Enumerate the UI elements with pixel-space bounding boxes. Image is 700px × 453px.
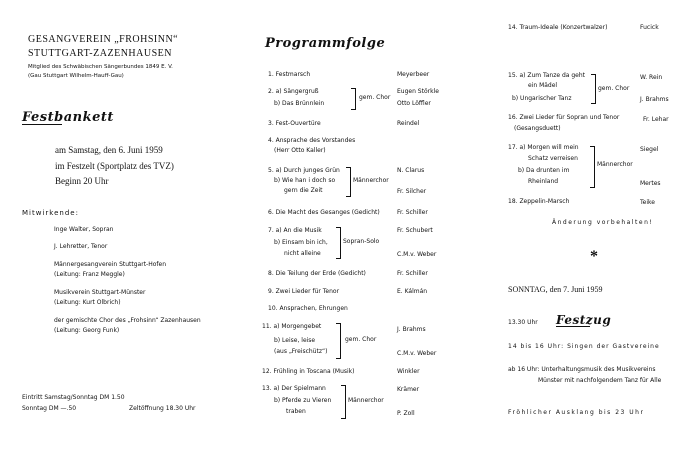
group-label: Männerchor — [597, 161, 633, 168]
program-item: 16. Zwei Lieder für Sopran und Tenor — [508, 114, 620, 121]
performer: Musikverein Stuttgart-Münster — [54, 289, 146, 296]
performer: der gemischte Chor des „Frohsinn“ Zazenhausen — [54, 317, 201, 324]
program-item: b) Da drunten im — [518, 167, 570, 174]
composer: Krämer — [397, 386, 420, 393]
program-heading: Programmfolge — [265, 36, 386, 51]
performer: J. Lehretter, Tenor — [54, 243, 108, 250]
program-item: b) Das Brünnlein — [274, 100, 325, 107]
star-separator: * — [590, 248, 598, 265]
composer: Eugen Störkle — [397, 88, 439, 95]
composer: Winkler — [397, 368, 420, 375]
club-title: GESANGVEREIN „FROHSINN“ — [28, 34, 179, 45]
festzug-heading: Festzug — [556, 313, 612, 327]
parade-time: 13.30 Uhr — [508, 319, 538, 326]
performer: (Leitung: Kurt Olbrich) — [54, 299, 121, 306]
composer: Otto Löffler — [397, 100, 431, 107]
composer: Fr. Lehar — [643, 116, 669, 123]
composer: Teike — [640, 199, 655, 206]
program-item: 13. a) Der Spielmann — [262, 385, 326, 392]
program-item: b) Leise, leise — [274, 337, 316, 344]
program-item: 5. a) Durch junges Grün — [268, 167, 340, 174]
group-brace — [591, 74, 596, 104]
program-item: 9. Zwei Lieder für Tenor — [268, 288, 340, 295]
group-label: Sopran-Solo — [343, 238, 380, 245]
performer: Inge Walter, Sopran — [54, 226, 114, 233]
sunday-date: SONNTAG, den 7. Juni 1959 — [508, 285, 603, 294]
composer: Siegel — [640, 146, 659, 153]
group-brace — [336, 323, 341, 359]
music-line-2: Münster mit nachfolgendem Tanz für Alle — [538, 377, 662, 384]
program-item: b) Einsam bin ich, — [274, 239, 328, 246]
program-item: nicht alleine — [284, 250, 321, 257]
program-item: Rheinland — [528, 178, 559, 185]
program-item: 2. a) Sängergruß — [268, 88, 319, 95]
program-item: 4. Ansprache des Vorstandes — [268, 137, 356, 144]
program-item: 7. a) An die Musik — [268, 227, 322, 234]
program-item: 14. Traum-Ideale (Konzertwalzer) — [508, 24, 608, 31]
group-brace — [346, 167, 351, 197]
composer: Fr. Silcher — [397, 188, 427, 195]
program-item: (Gesangsduett) — [514, 125, 561, 132]
festbankett-heading: Festbankett — [22, 110, 114, 125]
program-item: b) Pferde zu Vieren — [274, 397, 332, 404]
program-item: 12. Frühling in Toscana (Musik) — [262, 368, 355, 375]
group-brace — [336, 227, 341, 259]
group-brace — [351, 88, 356, 110]
change-note: Änderung vorbehalten! — [552, 219, 654, 226]
membership-line: Mitglied des Schwäbischen Sängerbundes 1849 E. V. — [28, 64, 173, 70]
program-item: 6. Die Macht des Gesanges (Gedicht) — [268, 209, 380, 216]
program-item: 10. Ansprachen, Ehrungen — [268, 305, 348, 312]
program-item: 18. Zeppelin-Marsch — [508, 198, 570, 205]
composer: Fr. Schiller — [397, 270, 428, 277]
group-label: Männerchor — [348, 397, 384, 404]
program-item: 1. Festmarsch — [268, 71, 311, 78]
program-item: (Herr Otto Kaller) — [274, 147, 326, 154]
performer: (Leitung: Franz Meggle) — [54, 271, 125, 278]
program-item: 3. Fest-Ouvertüre — [268, 120, 321, 127]
group-brace — [341, 385, 346, 419]
program-item: 8. Die Teilung der Erde (Gedicht) — [268, 270, 366, 277]
closing-line: Fröhlicher Ausklang bis 23 Uhr — [508, 409, 645, 416]
composer: W. Rein — [640, 74, 663, 81]
program-item: 15. a) Zum Tanze da geht — [508, 72, 585, 79]
program-item: 11. a) Morgengebet — [262, 323, 322, 330]
group-label: gem. Chor — [598, 85, 630, 92]
banquet-begin: Beginn 20 Uhr — [55, 176, 109, 186]
music-line: ab 16 Uhr: Unterhaltungsmusik des Musikvereins — [508, 366, 656, 373]
program-item: b) Ungarischer Tanz — [512, 95, 572, 102]
group-label: Männerchor — [353, 177, 389, 184]
composer: Fucick — [640, 24, 659, 31]
program-item: b) Wie han i doch so — [274, 177, 336, 184]
program-item: gern die Zeit — [284, 187, 323, 194]
composer: C.M.v. Weber — [397, 350, 437, 357]
composer: Fr. Schubert — [397, 227, 433, 234]
composer: Mertes — [640, 180, 661, 187]
guest-choirs-line: 14 bis 16 Uhr: Singen der Gastvereine — [508, 343, 660, 350]
performer: Männergesangverein Stuttgart-Hofen — [54, 261, 166, 268]
banquet-date: am Samstag, den 6. Juni 1959 — [55, 145, 163, 155]
program-item: ein Mädel — [528, 82, 558, 89]
composer: P. Zoll — [397, 410, 415, 417]
composer: J. Brahms — [397, 326, 426, 333]
composer: N. Clarus — [397, 167, 425, 174]
program-item: 17. a) Morgen will mein — [508, 144, 579, 151]
composer: Meyerbeer — [397, 71, 430, 78]
program-item: traben — [286, 408, 306, 415]
composer: E. Kálmán — [397, 288, 428, 295]
banquet-place: im Festzelt (Sportplatz des TVZ) — [55, 161, 174, 171]
sunday-price: Sonntag DM —.50 — [22, 405, 77, 412]
heading-underline — [22, 124, 62, 125]
program-item: (aus „Freischütz“) — [274, 348, 328, 355]
composer: Reindel — [397, 120, 420, 127]
composer: Fr. Schiller — [397, 209, 428, 216]
club-place: STUTTGART-ZAZENHAUSEN — [28, 48, 172, 59]
composer: C.M.v. Weber — [397, 251, 437, 258]
program-item: Schatz verreisen — [528, 155, 578, 162]
festzug-underline — [556, 326, 590, 327]
mitwirkende-label: Mitwirkende: — [22, 209, 79, 217]
composer: J. Brahms — [640, 96, 669, 103]
group-label: gem. Chor — [359, 94, 391, 101]
entry-price: Eintritt Samstag/Sonntag DM 1.50 — [22, 394, 125, 401]
group-label: gem. Chor — [345, 336, 377, 343]
performer: (Leitung: Georg Funk) — [54, 327, 120, 334]
membership-gau: (Gau Stuttgart Wilhelm-Hauff-Gau) — [28, 73, 124, 79]
tent-opening: Zeltöffnung 18.30 Uhr — [129, 405, 196, 412]
group-brace — [590, 146, 595, 188]
